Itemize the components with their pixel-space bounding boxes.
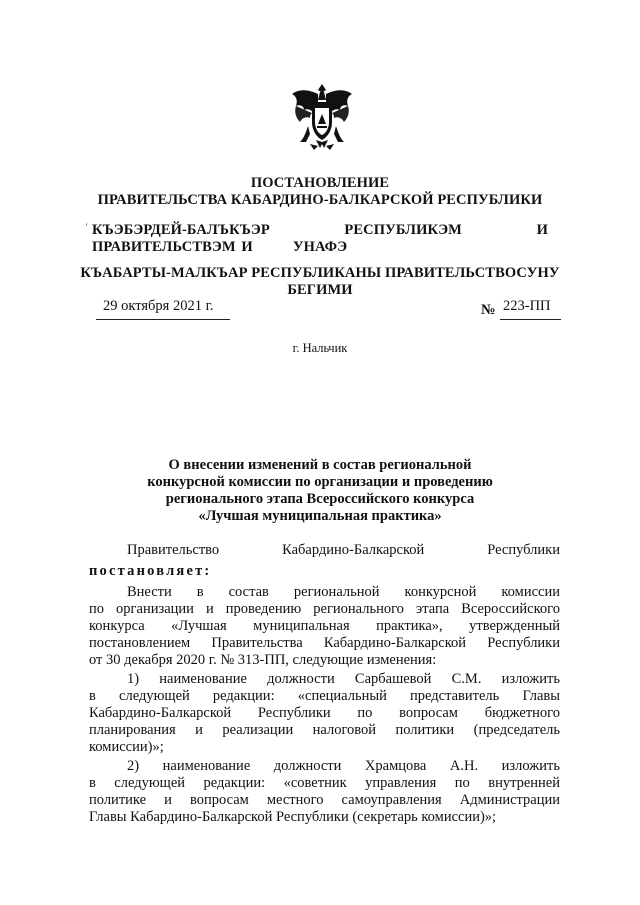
document-type: ПОСТАНОВЛЕНИЕ bbox=[250, 175, 390, 191]
body-line: Правительство Кабардино-Балкарской Республики bbox=[127, 542, 560, 558]
body-line-decree-verb: постановляет: bbox=[89, 563, 212, 579]
coat-of-arms-icon bbox=[290, 80, 354, 154]
body-line: конкурса «Лучшая муниципальная практика», утвержденный bbox=[89, 618, 560, 634]
date-underline bbox=[96, 319, 230, 320]
body-line: 2) наименование должности Храмцова А.Н. изложить bbox=[127, 758, 560, 774]
body-line: политике и вопросам местного самоуправления Администрации bbox=[89, 792, 560, 808]
document-date: 29 октября 2021 г. bbox=[103, 298, 214, 314]
body-line: планирования и реализации налоговой политики (председатель bbox=[89, 722, 560, 738]
document-page: ПОСТАНОВЛЕНИЕ ПРАВИТЕЛЬСТВА КАБАРДИНО-БАЛКАРСКОЙ РЕСПУБЛИКИ ‘ КЪЭБЭРДЕЙ-БАЛЪКЪЭР РЕСПУБЛИКЭМ И ПРАВИТЕЛЬСТВЭМ И УНАФЭ КЪАБАРТЫ-МАЛКЪАР РЕСПУБЛИКАНЫ ПРАВИТЕЛЬСТВОСУНУ БЕГИМИ 29 октября 2021 г. № 223-ПП г. Нальчик О внесении изменений в состав региональной конкурсной комиссии по организации и проведению регионального этапа Всероссийского конкурса «Лучшая муниципальная практика» Правительство Кабардино-Балкарской Республики постановляет: Внести в состав региональной конкурсной комиссии по организации и проведению регионального этапа Всероссийского конкурса «Лучшая муниципальная практика», утвержденный постановлением Правительства Кабардино-Балкарской Республики от 30 декабря 2020 г. № 313-ПП, следующие изменения: 1) наименование должности Сарбашевой С.М. изложить в следующей редакции: «специальный представитель Главы Кабардино-Балкарской Республики по вопросам бюджетного планирования и реализации налоговой политики (председатель комиссии)»; 2) наименование должности Храмцова А.Н. изложить в следующей редакции: «советник управления по внутренней политике и вопросам местного самоуправления Администрации Главы Кабардино-Балкарской Республики (секретарь комиссии)»; bbox=[0, 0, 640, 905]
title-line4: «Лучшая муниципальная практика» bbox=[198, 508, 442, 524]
issuer-russian: ПРАВИТЕЛЬСТВА КАБАРДИНО-БАЛКАРСКОЙ РЕСПУБЛИКИ bbox=[97, 192, 543, 208]
document-number: 223-ПП bbox=[503, 298, 551, 314]
body-line: постановлением Правительства Кабардино-Балкарской Республики bbox=[89, 635, 560, 651]
number-sign: № bbox=[481, 302, 496, 318]
body-line: по организации и проведению регионального этапа Всероссийского bbox=[89, 601, 560, 617]
body-line: в следующей редакции: «советник управления по внутренней bbox=[89, 775, 560, 791]
body-line: Внести в состав региональной конкурсной комиссии bbox=[127, 584, 560, 600]
body-line: комиссии)»; bbox=[89, 739, 164, 755]
issuer-balkar-line1: КЪАБАРТЫ-МАЛКЪАР РЕСПУБЛИКАНЫ ПРАВИТЕЛЬСТВОСУНУ bbox=[80, 265, 560, 281]
issuer-kabardian-line1: КЪЭБЭРДЕЙ-БАЛЪКЪЭР РЕСПУБЛИКЭМ И ПРАВИТЕЛЬСТВЭМ И bbox=[92, 222, 548, 255]
body-line: Главы Кабардино-Балкарской Республики (секретарь комиссии)»; bbox=[89, 809, 497, 825]
city: г. Нальчик bbox=[292, 341, 348, 355]
title-line3: регионального этапа Всероссийского конкурса bbox=[165, 491, 475, 507]
body-line: Кабардино-Балкарской Республики по вопросам бюджетного bbox=[89, 705, 560, 721]
issuer-kabardian-line2: УНАФЭ bbox=[292, 239, 348, 255]
body-line: 1) наименование должности Сарбашевой С.М. изложить bbox=[127, 671, 560, 687]
body-line: от 30 декабря 2020 г. № 313-ПП, следующие изменения: bbox=[89, 652, 437, 668]
issuer-balkar-line2: БЕГИМИ bbox=[287, 282, 353, 298]
number-underline bbox=[500, 319, 561, 320]
title-line1: О внесении изменений в состав региональной bbox=[168, 457, 472, 473]
title-line2: конкурсной комиссии по организации и проведению bbox=[147, 474, 493, 490]
body-line: в следующей редакции: «специальный представитель Главы bbox=[89, 688, 560, 704]
